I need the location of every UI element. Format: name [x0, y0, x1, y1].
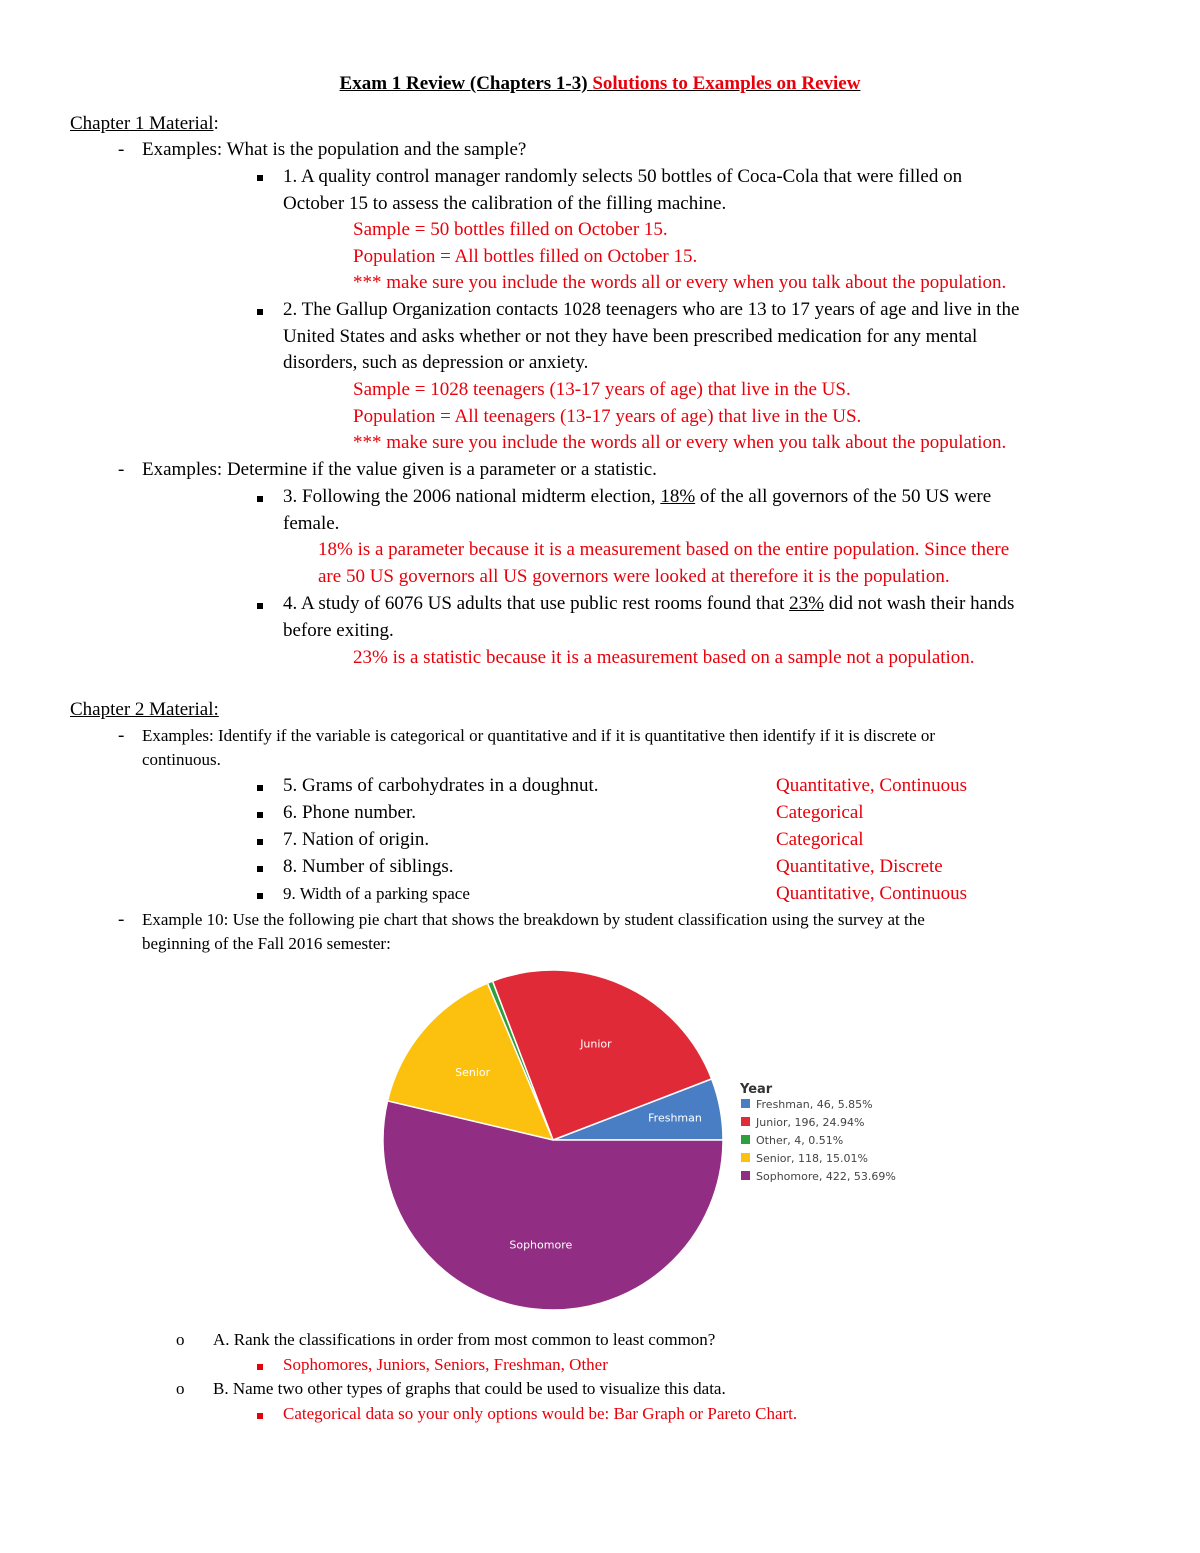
dash-marker: -	[118, 139, 125, 160]
item-answer: Categorical	[776, 829, 864, 850]
ex1-sample: Sample = 50 bottles filled on October 15.	[353, 219, 668, 240]
pie-chart	[370, 965, 930, 1325]
legend-label: Other, 4, 0.51%	[756, 1134, 844, 1147]
legend-label: Senior, 118, 15.01%	[756, 1152, 868, 1165]
bullet-icon	[257, 1408, 263, 1426]
legend-swatch	[741, 1117, 750, 1126]
item-question: 8. Number of siblings.	[283, 856, 454, 877]
bullet-icon	[257, 780, 263, 798]
ex3-line1	[283, 485, 991, 509]
chapter1-group2-intro: Examples: Determine if the value given is a parameter or a statistic.	[142, 459, 657, 480]
ex3-answer2: are 50 US governors all US governors were looked at therefore it is the population.	[318, 566, 950, 587]
ex10-line1: Example 10: Use the following pie chart that shows the breakdown by student classification using the survey at the	[142, 910, 925, 929]
ex3-answer1: 18% is a parameter because it is a measurement based on the entire population. Since there	[318, 539, 1010, 560]
item-question: 6. Phone number.	[283, 802, 416, 823]
dash-marker: -	[118, 909, 125, 930]
legend-swatch	[741, 1153, 750, 1162]
bullet-icon	[257, 598, 263, 616]
bullet-icon	[257, 170, 263, 188]
ex1-note: *** make sure you include the words all or every when you talk about the population.	[353, 272, 1007, 293]
item-answer: Quantitative, Discrete	[776, 856, 943, 877]
ex2-line3: disorders, such as depression or anxiety.	[283, 352, 589, 373]
legend-swatch	[741, 1099, 750, 1108]
chapter2-intro-line1: Examples: Identify if the variable is categorical or quantitative and if it is quantitative then identify if it is discrete or	[142, 726, 936, 745]
ex2-sample: Sample = 1028 teenagers (13-17 years of age) that live in the US.	[353, 379, 851, 400]
bullet-icon	[257, 834, 263, 852]
chapter1-heading	[70, 112, 219, 136]
legend-swatch	[741, 1171, 750, 1180]
ex3-post: of the all governors of the 50 US were	[695, 486, 992, 507]
ex4-post: did not wash their hands	[823, 593, 1015, 614]
dash-marker: -	[118, 725, 125, 746]
bullet-icon	[257, 807, 263, 825]
option-marker: o	[176, 1330, 185, 1349]
bullet-icon	[257, 491, 263, 509]
title-main: Exam 1 Review (Chapters 1-3)	[339, 73, 588, 94]
legend-swatch	[741, 1135, 750, 1144]
bullet-icon	[257, 888, 263, 906]
item-question: 5. Grams of carbohydrates in a doughnut.	[283, 775, 599, 796]
option-marker: o	[176, 1379, 185, 1398]
pie-slice-label: Senior	[455, 1065, 491, 1079]
item-question: 9. Width of a parking space	[283, 884, 470, 903]
legend-label: Sophomore, 422, 53.69%	[756, 1170, 896, 1183]
ex4-line2: before exiting.	[283, 620, 394, 641]
chapter2-heading: Chapter 2 Material:	[70, 699, 219, 720]
pie-slice-label: Freshman	[648, 1111, 702, 1125]
ex4-answer: 23% is a statistic because it is a measurement based on a sample not a population.	[353, 647, 975, 668]
legend-label: Junior, 196, 24.94%	[756, 1116, 865, 1129]
question-b: B. Name two other types of graphs that could be used to visualize this data.	[213, 1379, 726, 1398]
bullet-icon	[257, 1359, 263, 1377]
ex1-line2: October 15 to assess the calibration of the filling machine.	[283, 193, 727, 214]
item-answer: Quantitative, Continuous	[776, 883, 968, 904]
ex2-note: *** make sure you include the words all or every when you talk about the population.	[353, 432, 1007, 453]
pie-slice-label: Junior	[580, 1037, 612, 1051]
ex4-value: 23%	[789, 593, 824, 614]
legend-title: Year	[740, 1082, 773, 1097]
ex4-pre: 4. A study of 6076 US adults that use public rest rooms found that	[283, 593, 790, 614]
ex10-line2: beginning of the Fall 2016 semester:	[142, 934, 391, 953]
ex1-line1: 1. A quality control manager randomly selects 50 bottles of Coca-Cola that were filled on	[283, 166, 963, 187]
ex2-line2: United States and asks whether or not they have been prescribed medication for any mental	[283, 326, 978, 347]
ex4-line1	[283, 592, 1014, 616]
chapter1-heading-text: Chapter 1 Material	[70, 113, 214, 134]
item-question: 7. Nation of origin.	[283, 829, 430, 850]
legend-label: Freshman, 46, 5.85%	[756, 1098, 873, 1111]
ex2-population: Population = All teenagers (13-17 years of age) that live in the US.	[353, 406, 862, 427]
question-a: A. Rank the classifications in order from most common to least common?	[213, 1330, 716, 1349]
chapter1-group1-intro: Examples: What is the population and the sample?	[142, 139, 527, 160]
bullet-icon	[257, 861, 263, 879]
question-a-answer: Sophomores, Juniors, Seniors, Freshman, Other	[283, 1355, 608, 1374]
dash-marker: -	[118, 459, 125, 480]
item-answer: Quantitative, Continuous	[776, 775, 968, 796]
item-answer: Categorical	[776, 802, 864, 823]
ex3-value: 18%	[660, 486, 696, 507]
pie-slice-label: Sophomore	[509, 1238, 573, 1252]
chapter2-intro-line2: continuous.	[142, 750, 221, 769]
page-title	[0, 72, 1200, 96]
ex3-line2: female.	[283, 513, 340, 534]
title-solutions: Solutions to Examples on Review	[592, 73, 861, 94]
ex3-pre: 3. Following the 2006 national midterm election,	[283, 486, 661, 507]
ex2-line1: 2. The Gallup Organization contacts 1028 teenagers who are 13 to 17 years of age and live in the	[283, 299, 1020, 320]
bullet-icon	[257, 304, 263, 322]
question-b-answer: Categorical data so your only options would be: Bar Graph or Pareto Chart.	[283, 1404, 798, 1423]
ex1-population: Population = All bottles filled on October 15.	[353, 246, 698, 267]
chapter1-heading-colon: :	[213, 113, 219, 134]
